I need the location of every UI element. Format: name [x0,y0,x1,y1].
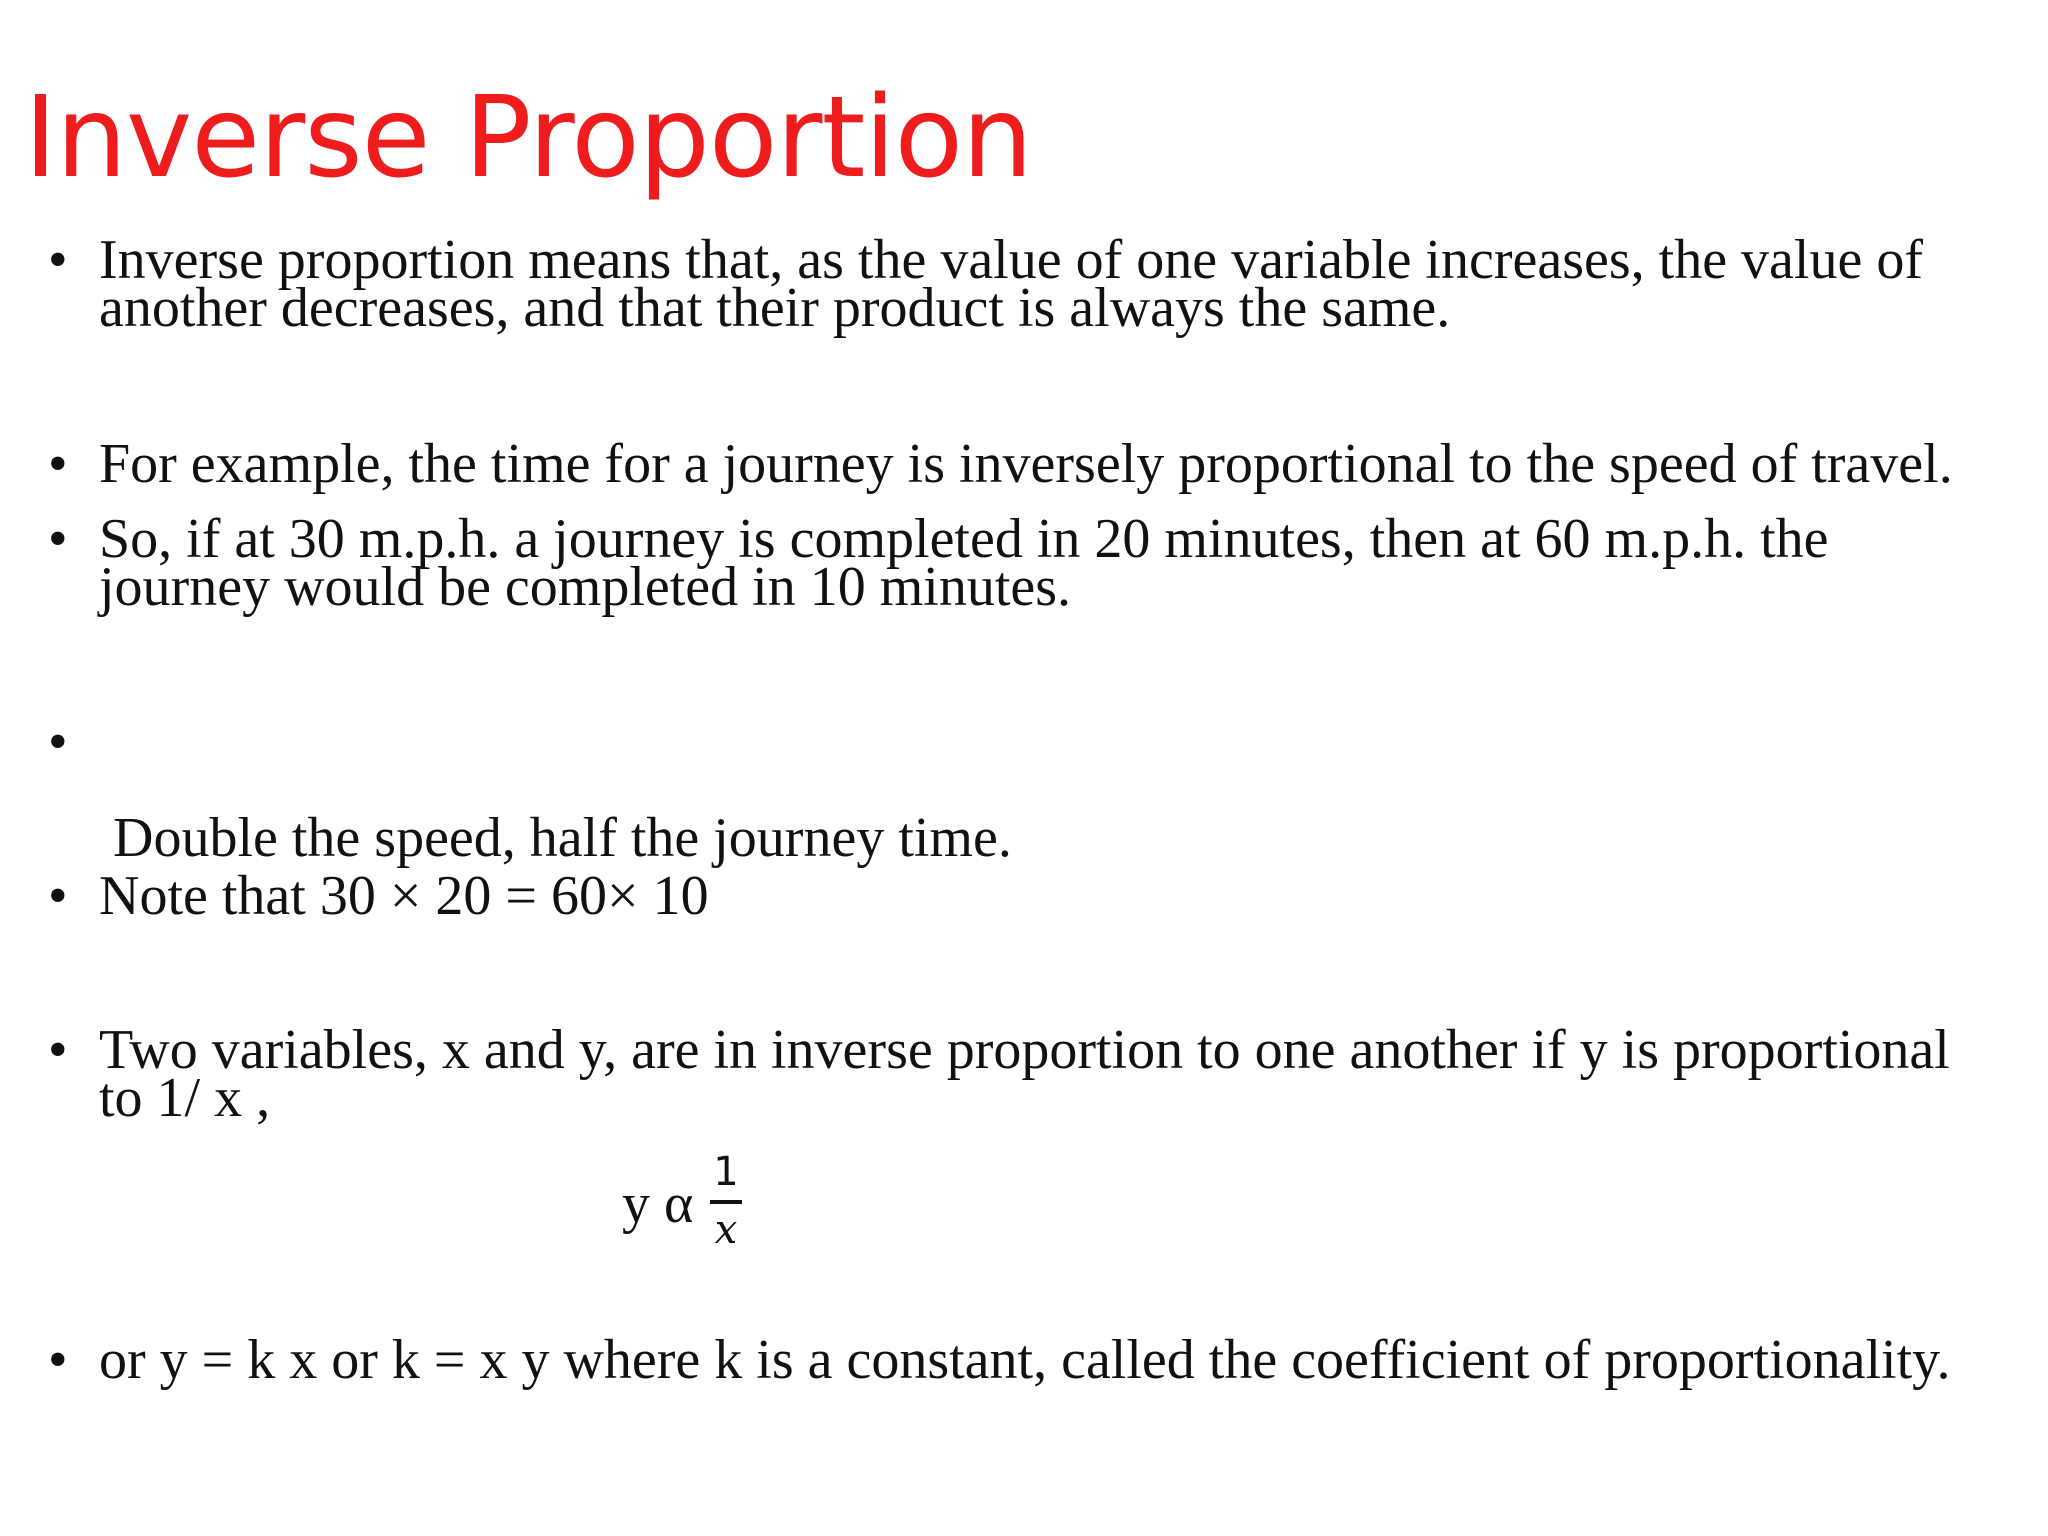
bullet-dot: • [48,1019,68,1081]
formula-lhs: y α [622,1173,694,1235]
bullet-dot: • [48,865,68,927]
bullet-line: journey would be completed in 10 minutes. [99,556,1072,618]
fraction-numerator: 1 [713,1149,739,1195]
bullet-line: another decreases, and that their product is always the same. [99,277,1451,339]
formula-fraction [708,1148,744,1258]
bullet-line: So, if at 30 m.p.h. a journey is completed in 20 minutes, then at 60 m.p.h. the [99,508,1829,570]
fraction-bar [710,1200,742,1204]
bullet-line: Double the speed, half the journey time. [99,807,1012,869]
bullet-line: For example, the time for a journey is inversely proportional to the speed of travel. [99,433,1953,495]
bullet-dot: • [48,1329,68,1391]
fraction-denominator: x [714,1207,738,1253]
bullet-dot: • [48,229,68,291]
bullet-text [99,229,2029,339]
bullet-text [99,1019,2029,1129]
bullet-dot: • [48,711,68,773]
bullet-line: or y = k x or k = x y where k is a constant, called the coefficient of proportionality. [99,1329,1951,1391]
bullet-text [99,508,2029,618]
bullet-text [99,865,2029,927]
bullet-text [99,433,2029,495]
slide-title: Inverse Proportion [24,73,1032,203]
bullet-dot: • [48,508,68,570]
bullet-line: Inverse proportion means that, as the value of one variable increases, the value of [99,229,1923,291]
bullet-line: Two variables, x and y, are in inverse proportion to one another if y is proportional [99,1019,1950,1081]
bullet-dot: • [48,433,68,495]
bullet-line: Note that 30 × 20 = 60× 10 [99,865,709,927]
bullet-text [99,1329,2029,1391]
bullet-line: to 1/ x , [99,1067,271,1129]
